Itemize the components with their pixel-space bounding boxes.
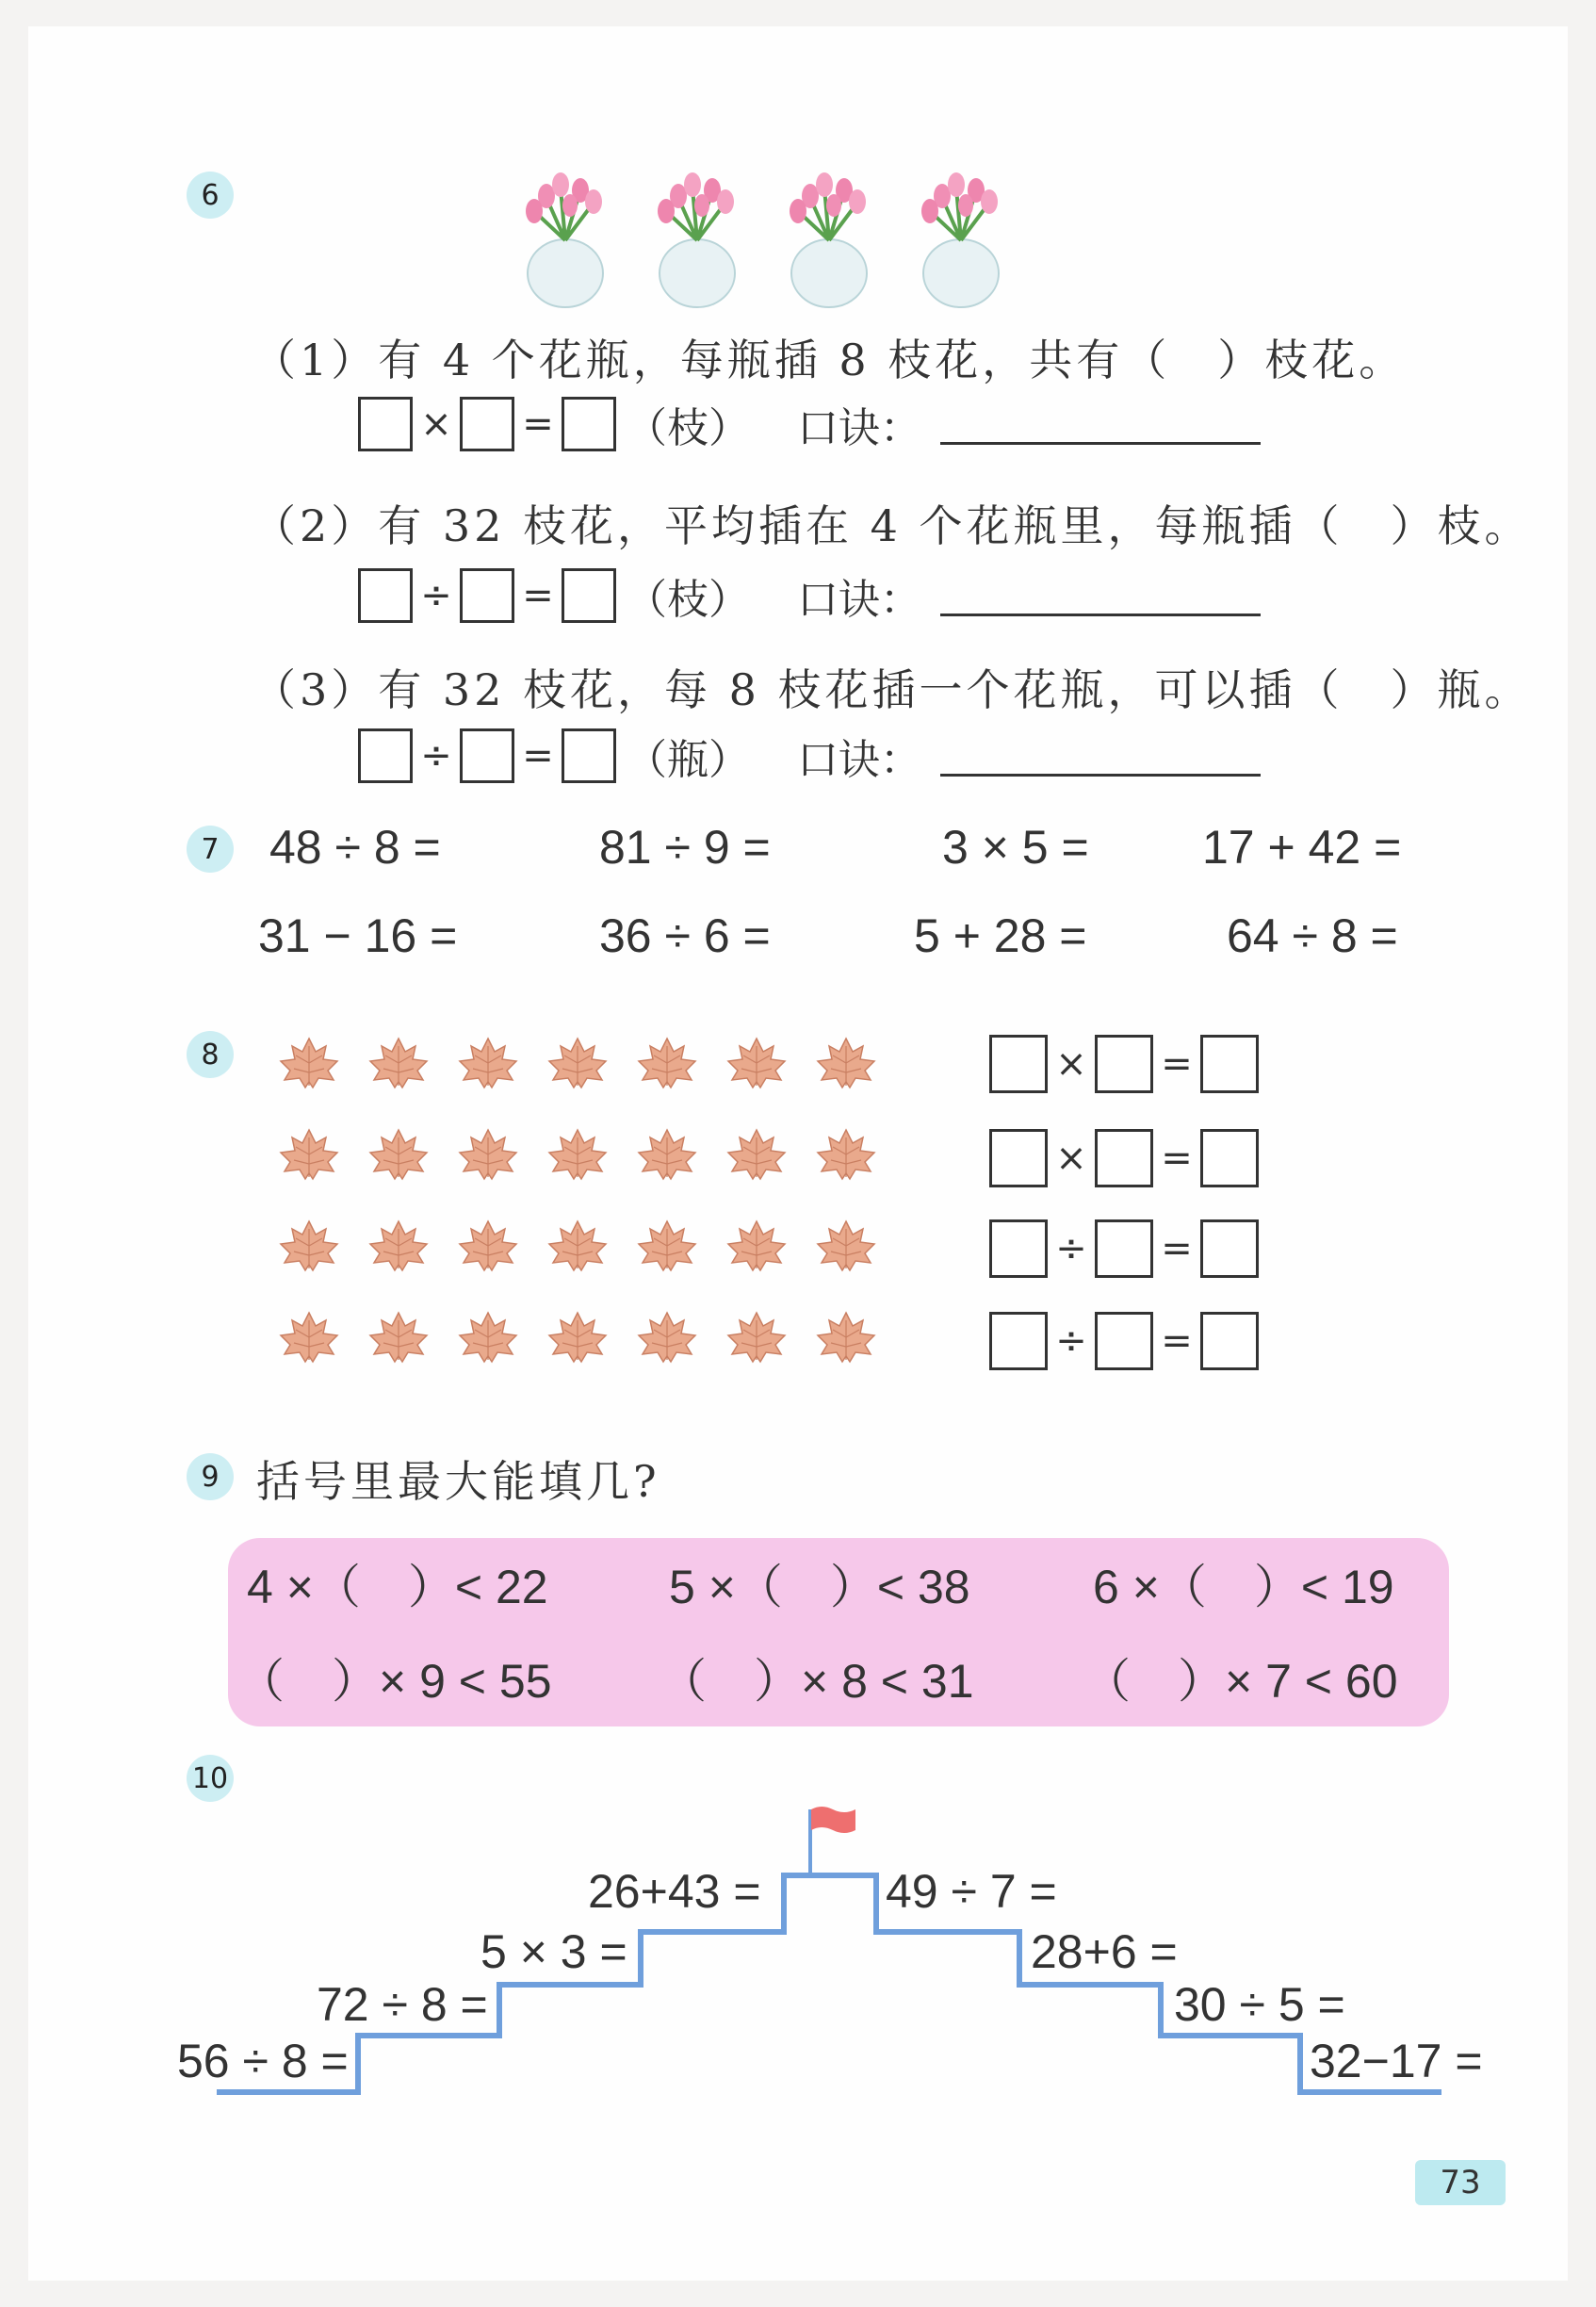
maple-leaf-icon — [818, 1313, 874, 1362]
answer-box[interactable] — [1095, 1312, 1153, 1370]
calc-item: 17 + 42 = — [1202, 821, 1402, 874]
calc-item: 3 × 5 = — [942, 821, 1089, 874]
inequality-item: 5 ×（ ）< 38 — [669, 1561, 970, 1613]
answer-box[interactable] — [562, 397, 616, 451]
staircase-equation: 30 ÷ 5 = — [1174, 1978, 1345, 2031]
problem-7-badge: 7 — [187, 826, 234, 873]
answer-box[interactable] — [460, 568, 514, 623]
koujue-blank[interactable] — [940, 736, 1261, 777]
answer-box[interactable] — [1200, 1129, 1259, 1187]
maple-leaf-icon — [370, 1313, 427, 1362]
maple-leaves-grid — [269, 1027, 891, 1366]
flower-vases-illustration — [509, 160, 1046, 311]
answer-box[interactable] — [1200, 1312, 1259, 1370]
equals-sign: = — [522, 574, 554, 617]
inequality-item: 4 ×（ ）< 22 — [247, 1561, 548, 1613]
answer-box[interactable] — [989, 1035, 1048, 1093]
inequality-item: 6 ×（ ）< 19 — [1093, 1561, 1394, 1613]
calc-item: 48 ÷ 8 = — [269, 821, 441, 874]
answer-box[interactable] — [358, 397, 413, 451]
answer-box[interactable] — [460, 728, 514, 783]
equation-8-3 — [989, 1219, 1259, 1278]
maple-leaf-icon — [549, 1221, 606, 1270]
answer-box[interactable] — [1095, 1219, 1153, 1278]
equation-8-1 — [989, 1035, 1259, 1093]
staircase-equation: 32−17 = — [1310, 2035, 1483, 2087]
equation-8-4 — [989, 1312, 1259, 1370]
maple-leaf-icon — [728, 1221, 785, 1270]
divide-sign: ÷ — [1055, 1227, 1087, 1270]
maple-leaf-icon — [639, 1130, 695, 1179]
maple-leaf-icon — [639, 1039, 695, 1088]
answer-box[interactable] — [562, 568, 616, 623]
multiply-sign: × — [1055, 1137, 1087, 1180]
staircase-equation: 72 ÷ 8 = — [317, 1978, 488, 2031]
maple-leaf-icon — [460, 1221, 516, 1270]
maple-leaf-icon — [549, 1313, 606, 1362]
maple-leaf-icon — [460, 1313, 516, 1362]
answer-box[interactable] — [989, 1312, 1048, 1370]
staircase-equation: 26+43 = — [588, 1865, 761, 1918]
maple-leaf-icon — [818, 1130, 874, 1179]
equals-sign: = — [522, 734, 554, 777]
answer-box[interactable] — [1095, 1129, 1153, 1187]
maple-leaf-icon — [370, 1221, 427, 1270]
calc-item: 31 − 16 = — [258, 909, 458, 962]
maple-leaf-icon — [281, 1313, 337, 1362]
answer-box[interactable] — [1095, 1035, 1153, 1093]
unit-label: （枝） — [626, 404, 750, 452]
maple-leaf-icon — [281, 1039, 337, 1088]
equation-8-2 — [989, 1129, 1259, 1187]
maple-leaf-icon — [460, 1130, 516, 1179]
calc-item: 81 ÷ 9 = — [599, 821, 771, 874]
maple-leaf-icon — [728, 1130, 785, 1179]
maple-leaf-icon — [728, 1039, 785, 1088]
maple-leaf-icon — [818, 1039, 874, 1088]
inequality-item: （ ）× 7 < 60 — [1083, 1655, 1398, 1708]
answer-box[interactable] — [1200, 1219, 1259, 1278]
maple-leaf-icon — [728, 1313, 785, 1362]
equation-6-1 — [358, 394, 1261, 454]
unit-label: （瓶） — [626, 736, 750, 784]
question-6-2: （2）有 32 枝花，平均插在 4 个花瓶里，每瓶插（ ）枝。 — [252, 500, 1532, 551]
maple-leaf-icon — [281, 1130, 337, 1179]
maple-leaf-icon — [639, 1221, 695, 1270]
answer-box[interactable] — [562, 728, 616, 783]
problem-9-title: 括号里最大能填几? — [256, 1456, 660, 1507]
answer-box[interactable] — [1200, 1035, 1259, 1093]
inequality-item: （ ）× 8 < 31 — [660, 1655, 974, 1708]
equals-sign: = — [522, 402, 554, 446]
page-number: 73 — [1415, 2160, 1506, 2205]
staircase-equation: 5 × 3 = — [480, 1925, 627, 1978]
calc-item: 5 + 28 = — [914, 909, 1087, 962]
maple-leaf-icon — [281, 1221, 337, 1270]
multiply-sign: × — [420, 402, 452, 446]
answer-box[interactable] — [358, 568, 413, 623]
equals-sign: = — [1161, 1042, 1193, 1086]
answer-box[interactable] — [460, 397, 514, 451]
maple-leaf-icon — [818, 1221, 874, 1270]
equals-sign: = — [1161, 1319, 1193, 1363]
divide-sign: ÷ — [420, 734, 452, 777]
koujue-label: 口诀： — [797, 404, 921, 452]
flag-icon — [811, 1807, 855, 1833]
unit-label: （枝） — [626, 576, 750, 624]
koujue-label: 口诀： — [797, 576, 921, 624]
staircase-equation: 56 ÷ 8 = — [177, 2035, 349, 2087]
answer-box[interactable] — [989, 1219, 1048, 1278]
inequality-item: （ ）× 9 < 55 — [237, 1655, 552, 1708]
koujue-blank[interactable] — [940, 576, 1261, 616]
equation-6-2 — [358, 565, 1261, 626]
equals-sign: = — [1161, 1137, 1193, 1180]
divide-sign: ÷ — [420, 574, 452, 617]
calc-item: 36 ÷ 6 = — [599, 909, 771, 962]
koujue-label: 口诀： — [797, 736, 921, 784]
maple-leaf-icon — [460, 1039, 516, 1088]
divide-sign: ÷ — [1055, 1319, 1087, 1363]
problem-10-badge: 10 — [187, 1755, 234, 1802]
problem-9-badge: 9 — [187, 1453, 234, 1500]
equals-sign: = — [1161, 1227, 1193, 1270]
multiply-sign: × — [1055, 1042, 1087, 1086]
answer-box[interactable] — [358, 728, 413, 783]
staircase-equation: 49 ÷ 7 = — [886, 1865, 1057, 1918]
question-6-1: （1）有 4 个花瓶，每瓶插 8 枝花，共有（ ）枝花。 — [252, 335, 1407, 385]
problem-8-badge: 8 — [187, 1031, 234, 1078]
koujue-blank[interactable] — [940, 404, 1261, 445]
calc-item: 64 ÷ 8 = — [1227, 909, 1398, 962]
maple-leaf-icon — [370, 1130, 427, 1179]
maple-leaf-icon — [549, 1039, 606, 1088]
maple-leaf-icon — [370, 1039, 427, 1088]
staircase-equation: 28+6 = — [1031, 1925, 1178, 1978]
question-6-3: （3）有 32 枝花，每 8 枝花插一个花瓶，可以插（ ）瓶。 — [252, 664, 1532, 715]
equation-6-3 — [358, 726, 1261, 786]
maple-leaf-icon — [639, 1313, 695, 1362]
answer-box[interactable] — [989, 1129, 1048, 1187]
maple-leaf-icon — [549, 1130, 606, 1179]
problem-6-badge: 6 — [187, 172, 234, 219]
